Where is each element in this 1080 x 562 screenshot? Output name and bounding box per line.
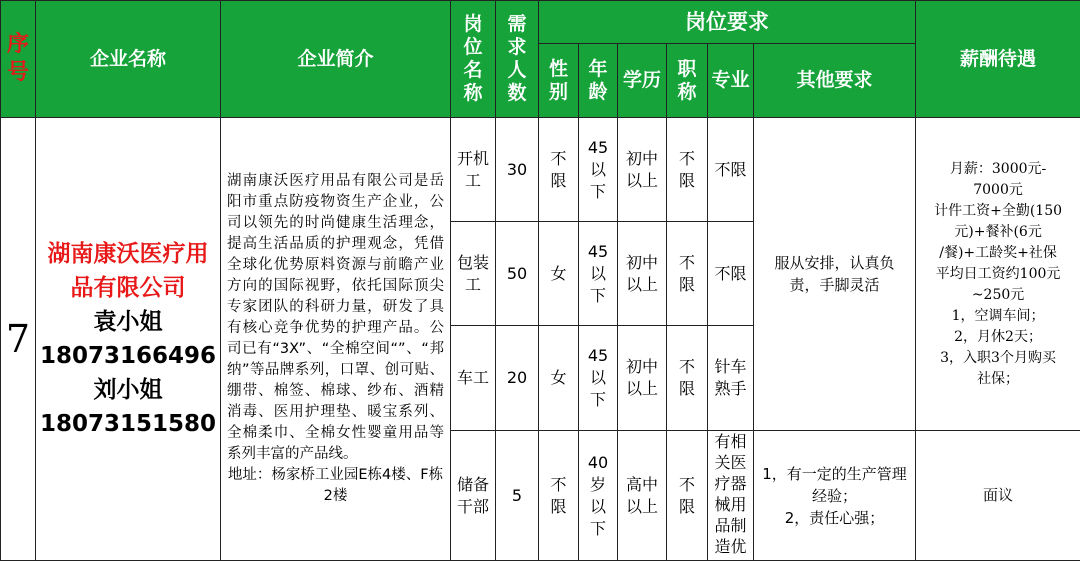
- header-other: 其他要求: [754, 44, 916, 118]
- job-age: 40岁以下: [579, 431, 618, 561]
- row-seq: 7: [1, 118, 36, 561]
- header-age: 年龄: [579, 44, 618, 118]
- job-major: 针车熟手: [708, 326, 754, 431]
- other-requirements-reserve: [754, 431, 916, 561]
- job-count: 30: [496, 118, 539, 222]
- job-name: 包装工: [451, 222, 496, 326]
- job-title: 不限: [667, 431, 708, 561]
- job-gender: 不限: [539, 118, 579, 222]
- salary-line: 2，月休2天；: [954, 328, 1042, 345]
- job-count: 50: [496, 222, 539, 326]
- salary-line: 元)+餐补(6元: [954, 223, 1042, 240]
- job-title: 不限: [667, 118, 708, 222]
- header-gender: 性别: [539, 44, 579, 118]
- company-name-line2: 品有限公司: [70, 275, 186, 301]
- salary-line: 平均日工资约100元: [935, 265, 1061, 282]
- company-address: 地址：杨家桥工业园E栋4楼、F栋2楼: [227, 467, 444, 504]
- contact-phone-1: 18073166496: [39, 343, 217, 369]
- job-education: 初中以上: [618, 118, 667, 222]
- other-req-line: 2，责任心强；: [784, 508, 885, 527]
- header-major: 专业: [708, 44, 754, 118]
- other-req-line: 1，有一定的生产管理: [762, 464, 907, 483]
- salary-line: 3，入职3个月购买: [940, 349, 1056, 366]
- job-major: 不限: [708, 118, 754, 222]
- job-gender: 女: [539, 222, 579, 326]
- job-major: 不限: [708, 222, 754, 326]
- header-company-intro: 企业简介: [221, 1, 451, 118]
- contact-name-1: 袁小姐: [93, 309, 163, 335]
- job-name: 开机工: [451, 118, 496, 222]
- contact-phone-2: 18073151580: [39, 411, 217, 437]
- header-requirements: 岗位要求: [539, 1, 916, 44]
- job-gender: 不限: [539, 431, 579, 561]
- contact-name-2: 刘小姐: [93, 377, 163, 403]
- job-age: 45以下: [579, 326, 618, 431]
- other-requirements: 服从安排，认真负责，手脚灵活: [754, 118, 916, 431]
- salary-line: 1，空调车间；: [951, 307, 1045, 324]
- job-major: 有相关医疗器械用品制造优: [708, 431, 754, 561]
- salary-line: 月薪：3000元-: [949, 160, 1047, 177]
- company-cell: [36, 118, 221, 561]
- header-education: 学历: [618, 44, 667, 118]
- job-age: 45以下: [579, 118, 618, 222]
- job-title: 不限: [667, 326, 708, 431]
- salary-reserve: 面议: [916, 431, 1080, 561]
- job-education: 高中以上: [618, 431, 667, 561]
- salary-line: ~250元: [971, 286, 1025, 303]
- job-title: 不限: [667, 222, 708, 326]
- header-seq: 序号: [1, 1, 36, 118]
- salary-line: 计件工资+全勤(150: [934, 202, 1063, 219]
- job-education: 初中以上: [618, 222, 667, 326]
- header-salary: 薪酬待遇: [916, 1, 1080, 118]
- job-gender: 女: [539, 326, 579, 431]
- job-name: 储备干部: [451, 431, 496, 561]
- company-name-line1: 湖南康沃医疗用: [47, 241, 209, 267]
- salary-line: /餐)+工龄奖+社保: [939, 244, 1057, 261]
- other-req-line: 经验；: [812, 486, 858, 505]
- job-education: 初中以上: [618, 326, 667, 431]
- salary-line: 7000元: [973, 181, 1023, 198]
- job-age: 45以下: [579, 222, 618, 326]
- table-row: [1, 118, 1080, 222]
- header-title: 职称: [667, 44, 708, 118]
- company-intro-cell: [221, 118, 451, 561]
- salary-line: 社保；: [977, 370, 1020, 387]
- salary-cell: [916, 118, 1080, 431]
- header-company-name: 企业名称: [36, 1, 221, 118]
- job-count: 20: [496, 326, 539, 431]
- job-name: 车工: [451, 326, 496, 431]
- company-intro-text: 湖南康沃医疗用品有限公司是岳阳市重点防疫物资生产企业，公司以领先的时尚健康生活理念，提高生活品质的护理观念，凭借全球化优势原料资源与前瞻产业方向的国际视野，依托国际顶尖专家团队的科研力量，研发了具有核心竞争优势的护理产品。公司已有“3X”、“全棉空间“”、“邦纳”等品牌系列，口罩、创可贴、绷带、棉签、棉球、纱布、酒精消毒、医用护理垫、暖宝系列、全棉柔巾、全棉女性婴童用品等系列丰富的产品线。: [227, 173, 444, 462]
- header-headcount: 需求人数: [496, 1, 539, 118]
- job-count: 5: [496, 431, 539, 561]
- header-position-name: 岗位名称: [451, 1, 496, 118]
